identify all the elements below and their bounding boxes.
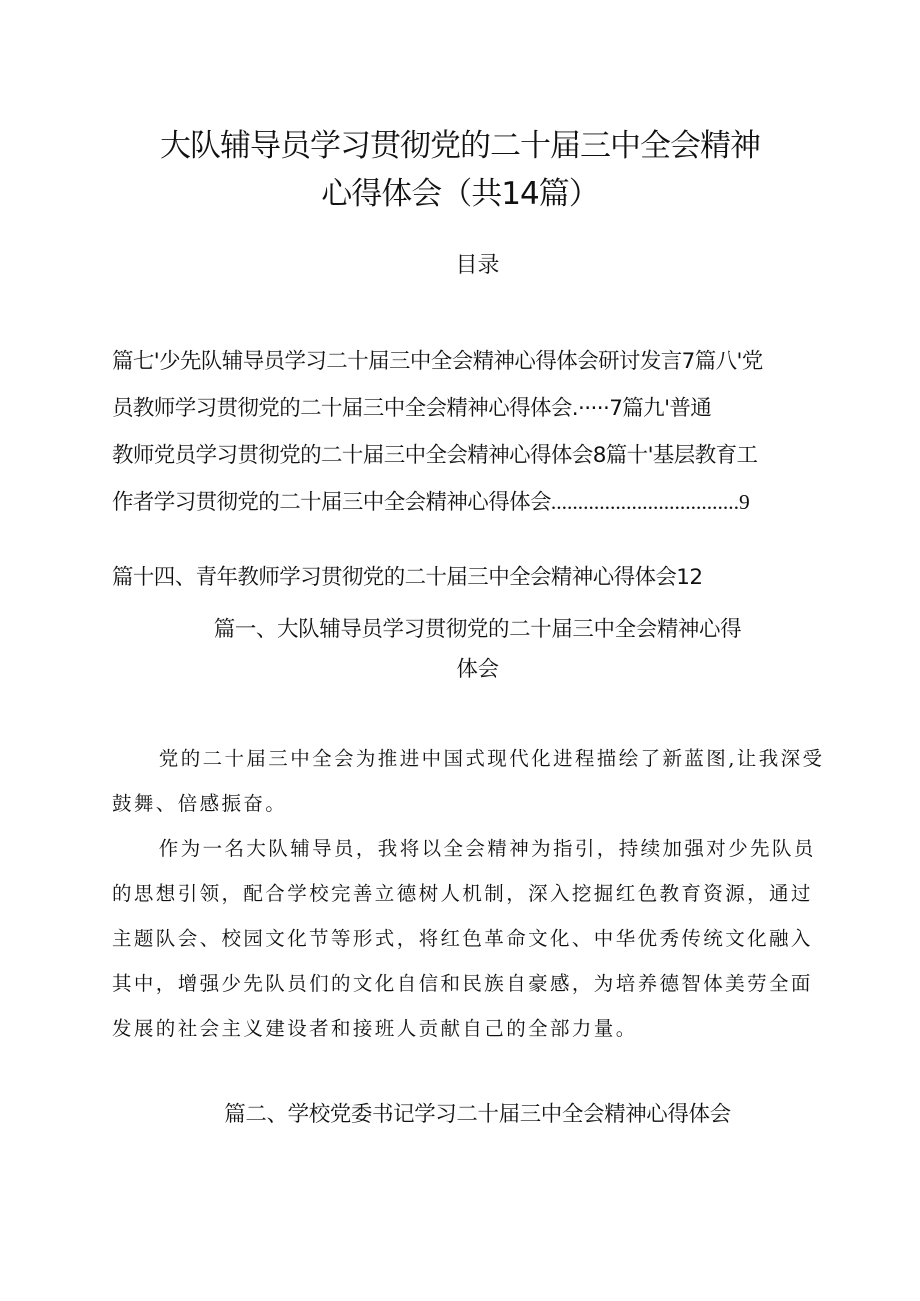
toc-line-last: 篇十四、青年教师学习贯彻党的二十届三中全会精神心得体会12 xyxy=(112,565,703,590)
section2-heading: 篇二、学校党委书记学习二十届三中全会精神心得体会 xyxy=(224,1102,731,1127)
table-of-contents xyxy=(112,338,842,526)
toc-line xyxy=(112,432,842,479)
toc-line-text: 员教师学习贯彻党的二十届三中全会精神心得体会.·····7篇九'普通 xyxy=(112,396,712,421)
document-title-line1: 大队辅导员学习贯彻党的二十届三中全会精神 xyxy=(160,128,760,164)
document-title-line2: 心得体会（共14篇） xyxy=(321,176,599,212)
section1-body xyxy=(112,736,832,1051)
body-paragraph: 党的二十届三中全会为推进中国式现代化进程描绘了新蓝图,让我深受鼓舞、倍感振奋。 xyxy=(112,747,825,815)
toc-line-text: 作者学习贯彻党的二十届三中全会精神心得体会 xyxy=(112,490,551,515)
toc-line-text: 篇七'少先队辅导员学习二十届三中全会精神心得体会研讨发言7篇八'党 xyxy=(112,349,763,374)
toc-dot-leader: ................................... xyxy=(550,490,740,514)
toc-line-text: 教师党员学习贯彻党的二十届三中全会精神心得体会8篇十'基层教育工 xyxy=(112,443,758,468)
section1-heading-line2: 体会 xyxy=(456,657,499,682)
body-paragraph: 作为一名大队辅导员，我将以全会精神为指引，持续加强对少先队员的思想引领，配合学校完善立德树人机制，深入挖掘红色教育资源，通过主题队会、校园文化节等形式，将红色革命文化、中华优秀传统文化融入其中，增强少先队员们的文化自信和民族自豪感，为培养德智体美劳全面发展的社会主义建设者和接班人贡献自己的全部力量。 xyxy=(112,837,816,1040)
toc-line xyxy=(112,385,842,432)
section1-heading-line1: 篇一、大队辅导员学习贯彻党的二十届三中全会精神心得 xyxy=(213,617,742,642)
toc-line xyxy=(112,338,842,385)
toc-line xyxy=(112,479,842,526)
toc-heading: 目录 xyxy=(455,253,500,278)
toc-page-number: 9 xyxy=(739,490,750,514)
